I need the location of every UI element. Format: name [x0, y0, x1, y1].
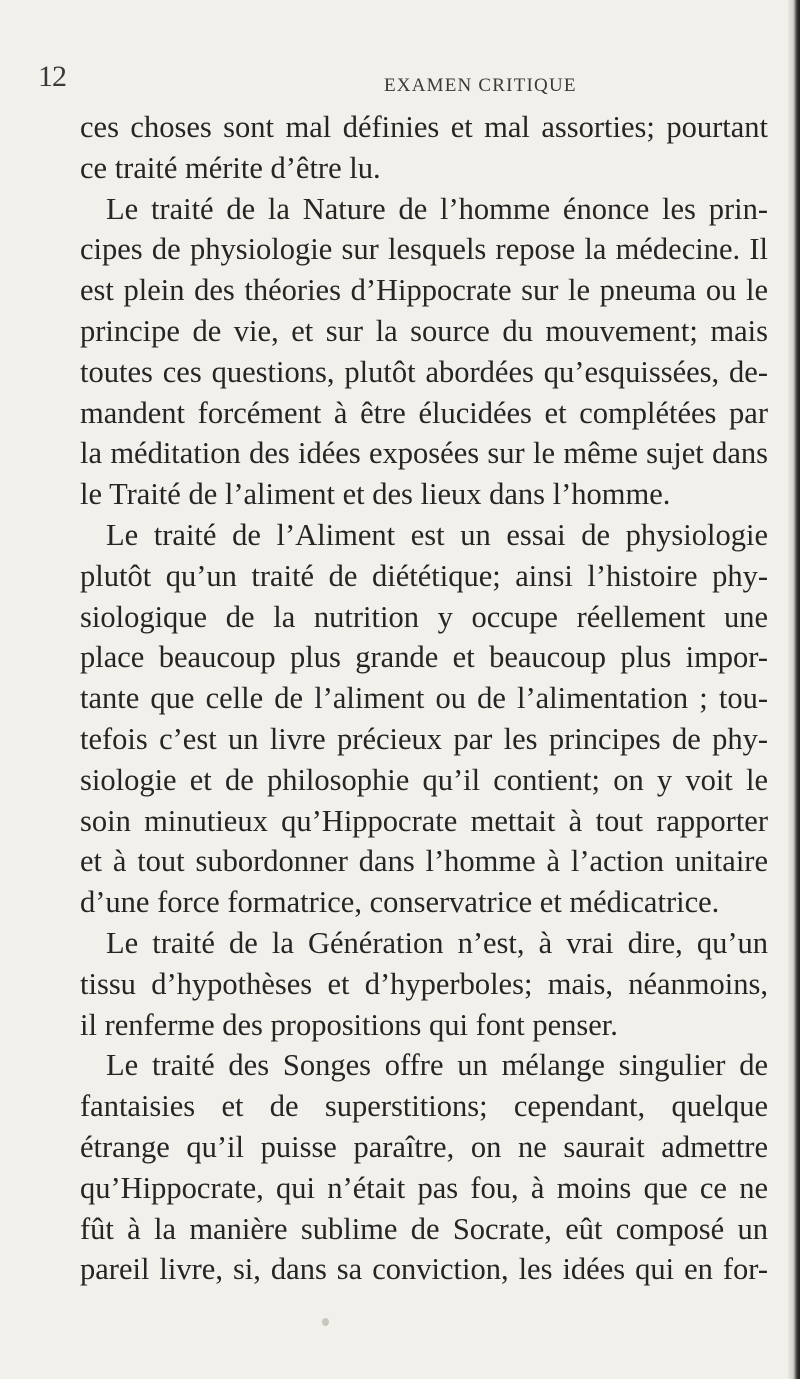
text-line: qu’Hippocrate, qui n’était pas fou, à moins que ce ne	[80, 1170, 768, 1205]
running-head: EXAMEN CRITIQUE	[384, 75, 577, 96]
page-edge	[788, 0, 800, 1379]
text-line: pareil livre, si, dans sa conviction, les idées qui en for-	[80, 1252, 768, 1287]
paragraph-first-line: Le traité des Songes offre un mélange singulier de	[106, 1048, 768, 1083]
text-line: toutes ces questions, plutôt abordées qu’esquissées, de-	[80, 354, 768, 389]
paper-speck	[322, 1318, 329, 1326]
text-line: étrange qu’il puisse paraître, on ne saurait admettre	[80, 1129, 768, 1164]
text-line: plutôt qu’un traité de diététique; ainsi l’histoire phy-	[80, 558, 768, 593]
text-line: le Traité de l’aliment et des lieux dans l’homme.	[80, 477, 671, 512]
text-line: ce traité mérite d’être lu.	[80, 150, 381, 185]
paragraph-first-line: Le traité de la Nature de l’homme énonce les prin-	[106, 191, 768, 226]
text-line: fantaisies et de superstitions; cependant, quelque	[80, 1089, 768, 1124]
text-line: tefois c’est un livre précieux par les principes de phy-	[80, 721, 768, 756]
page-number: 12	[38, 60, 66, 93]
text-line: cipes de physiologie sur lesquels repose la médecine. Il	[80, 232, 768, 267]
text-line: est plein des théories d’Hippocrate sur le pneuma ou le	[80, 273, 768, 308]
text-line: mandent forcément à être élucidées et complétées par	[80, 395, 768, 430]
text-line: siologie et de philosophie qu’il contient; on y voit le	[80, 762, 768, 797]
paragraph-first-line: Le traité de l’Aliment est un essai de physiologie	[106, 517, 768, 552]
paragraph-first-line: Le traité de la Génération n’est, à vrai dire, qu’un	[106, 925, 768, 960]
text-line: la méditation des idées exposées sur le même sujet dans	[80, 436, 768, 471]
text-line: tante que celle de l’aliment ou de l’alimentation ; tou-	[80, 681, 768, 716]
text-line: principe de vie, et sur la source du mouvement; mais	[80, 313, 768, 348]
body-text	[80, 107, 768, 1290]
text-line: place beaucoup plus grande et beaucoup plus impor-	[80, 640, 768, 675]
page-header	[0, 62, 800, 102]
text-line: ces choses sont mal définies et mal assorties; pourtant	[80, 110, 768, 144]
text-line: il renferme des propositions qui font penser.	[80, 1007, 618, 1042]
text-line: tissu d’hypothèses et d’hyperboles; mais, néanmoins,	[80, 966, 768, 1001]
text-line: d’une force formatrice, conservatrice et médicatrice.	[80, 885, 720, 920]
text-line: fût à la manière sublime de Socrate, eût composé un	[80, 1211, 768, 1246]
text-line: et à tout subordonner dans l’homme à l’action unitaire	[80, 844, 768, 879]
text-line: soin minutieux qu’Hippocrate mettait à tout rapporter	[80, 803, 768, 838]
text-line: siologique de la nutrition y occupe réellement une	[80, 599, 768, 634]
